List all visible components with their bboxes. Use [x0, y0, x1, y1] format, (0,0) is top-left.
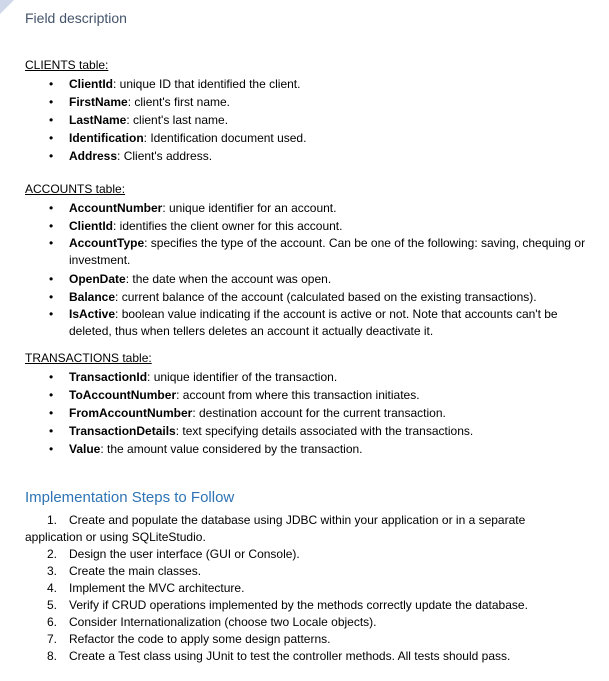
field-desc: : identifies the client owner for this account. — [113, 219, 343, 233]
implementation-title: Implementation Steps to Follow — [25, 489, 235, 506]
step-text: Create and populate the database using JDBC within your application or in a separate application or using SQLiteStudio. — [25, 513, 526, 544]
field-desc: : client's last name. — [126, 113, 229, 127]
list-item — [25, 512, 569, 546]
bullet-icon: • — [49, 113, 54, 127]
list-item — [25, 75, 597, 93]
section-title: CLIENTS table: — [25, 58, 109, 72]
list-item — [25, 111, 597, 129]
step-number: 7. — [47, 632, 58, 646]
list-item — [25, 199, 597, 217]
step-number: 4. — [47, 581, 58, 595]
step-number: 8. — [47, 649, 58, 663]
section-title: TRANSACTIONS table: — [25, 351, 152, 365]
step-text: Design the user interface (GUI or Console). — [69, 547, 300, 561]
field-desc: : unique ID that identified the client. — [113, 77, 301, 91]
field-desc: : boolean value indicating if the account is active or not. Note that accounts can't be deleted, thus when tellers deletes an account it actually deactivate it. — [69, 307, 558, 338]
step-number: 5. — [47, 598, 58, 612]
list-item — [25, 147, 597, 165]
field-desc: : the date when the account was open. — [125, 272, 332, 286]
list-item — [25, 235, 597, 269]
list-item — [25, 631, 569, 648]
transactions-field-list — [25, 368, 597, 458]
step-text: Create a Test class using JUnit to test the controller methods. All tests should pass. — [69, 649, 511, 663]
list-item — [25, 546, 569, 563]
bullet-icon: • — [49, 388, 54, 402]
field-name: ClientId — [69, 219, 113, 233]
page-corner-mark — [0, 0, 14, 14]
list-item — [25, 597, 569, 614]
field-name: LastName — [69, 113, 127, 127]
list-item — [25, 368, 597, 386]
bullet-icon: • — [49, 307, 54, 321]
list-item — [25, 614, 569, 631]
bullet-icon: • — [49, 95, 54, 109]
field-name: ToAccountNumber — [69, 388, 177, 402]
clients-section — [25, 56, 597, 165]
step-number: 6. — [47, 615, 58, 629]
bullet-icon: • — [49, 201, 54, 215]
field-desc: : destination account for the current transaction. — [192, 406, 446, 420]
field-name: FromAccountNumber — [69, 406, 193, 420]
field-desc: : Client's address. — [117, 149, 213, 163]
step-text: Implement the MVC architecture. — [69, 581, 245, 595]
list-item — [25, 93, 597, 111]
bullet-icon: • — [49, 149, 54, 163]
field-name: Address — [69, 149, 118, 163]
list-item — [25, 440, 597, 458]
step-text: Refactor the code to apply some design patterns. — [69, 632, 331, 646]
list-item — [25, 386, 597, 404]
step-text: Consider Internationalization (choose two Locale objects). — [69, 615, 377, 629]
bullet-icon: • — [49, 406, 54, 420]
page-title: Field description — [25, 10, 127, 26]
field-name: AccountNumber — [69, 201, 163, 215]
field-name: IsActive — [69, 307, 116, 321]
field-desc: : specifies the type of the account. Can be one of the following: saving, chequing or investment. — [69, 236, 586, 267]
list-item — [25, 648, 569, 665]
step-number: 1. — [47, 513, 58, 527]
field-name: ClientId — [69, 77, 113, 91]
bullet-icon: • — [49, 442, 54, 456]
bullet-icon: • — [49, 424, 54, 438]
step-number: 3. — [47, 564, 58, 578]
field-name: Identification — [69, 131, 144, 145]
bullet-icon: • — [49, 77, 54, 91]
field-name: AccountType — [69, 236, 145, 250]
list-item — [25, 422, 597, 440]
field-name: OpenDate — [69, 272, 126, 286]
accounts-field-list — [25, 199, 597, 340]
list-item — [25, 563, 569, 580]
clients-field-list — [25, 75, 597, 165]
field-desc: : account from where this transaction initiates. — [176, 388, 420, 402]
list-item — [25, 404, 597, 422]
field-name: Balance — [69, 290, 116, 304]
bullet-icon: • — [49, 236, 54, 250]
field-desc: : the amount value considered by the transaction. — [100, 442, 363, 456]
field-desc: : Identification document used. — [143, 131, 307, 145]
field-desc: : client's first name. — [127, 95, 231, 109]
list-item — [25, 217, 597, 235]
bullet-icon: • — [49, 370, 54, 384]
section-title: ACCOUNTS table: — [25, 182, 126, 196]
list-item — [25, 288, 597, 306]
bullet-icon: • — [49, 290, 54, 304]
accounts-section — [25, 180, 597, 341]
bullet-icon: • — [49, 272, 54, 286]
list-item — [25, 129, 597, 147]
transactions-section — [25, 349, 597, 458]
field-name: TransactionId — [69, 370, 148, 384]
implementation-steps-list — [25, 512, 569, 665]
list-item — [25, 580, 569, 597]
field-name: FirstName — [69, 95, 128, 109]
field-desc: : current balance of the account (calculated based on the existing transactions). — [115, 290, 537, 304]
list-item — [25, 270, 597, 288]
step-text: Create the main classes. — [69, 564, 202, 578]
field-desc: : text specifying details associated with the transactions. — [175, 424, 474, 438]
step-number: 2. — [47, 547, 58, 561]
step-text: Verify if CRUD operations implemented by the methods correctly update the database. — [69, 598, 528, 612]
bullet-icon: • — [49, 219, 54, 233]
field-name: Value — [69, 442, 101, 456]
list-item — [25, 306, 597, 340]
field-name: TransactionDetails — [69, 424, 176, 438]
bullet-icon: • — [49, 131, 54, 145]
field-desc: : unique identifier of the transaction. — [147, 370, 338, 384]
field-desc: : unique identifier for an account. — [162, 201, 337, 215]
